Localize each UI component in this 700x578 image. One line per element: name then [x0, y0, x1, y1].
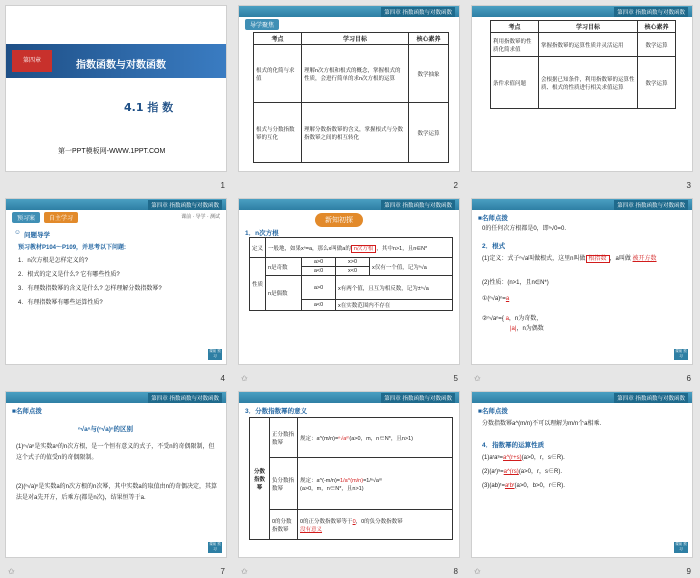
- section-tag-secondary: 自主学习: [44, 212, 78, 223]
- table-header: 考点: [491, 21, 539, 33]
- table-cell: x有两个值，且互为相反数，记为±ⁿ√a: [336, 276, 453, 300]
- row-label: 性质: [250, 258, 266, 311]
- fill-blank: 0: [352, 518, 356, 525]
- slide-topbar: [239, 392, 459, 403]
- table-header: 核心素养: [638, 21, 676, 33]
- rule-text: (2)(aʳ)ˢ=: [482, 469, 504, 475]
- animation-icon[interactable]: ✩: [8, 567, 15, 576]
- rule-text: ，0的负分数指数幂: [355, 518, 403, 525]
- section-tag: 导学聚焦: [245, 19, 279, 30]
- table-header: 学习目标: [539, 21, 638, 33]
- table-cell: 理解分数指数幂的含义，掌握根式与分数指数幂之间的相互转化: [302, 103, 409, 163]
- slide-thumb-9[interactable]: [466, 386, 699, 578]
- fill-blank: 没有意义: [300, 526, 323, 533]
- slide-topbar: [239, 199, 459, 210]
- definition-fill: n次方根: [351, 245, 377, 253]
- fill-blank: a^(r+s): [503, 455, 522, 461]
- row-label: 定义: [250, 238, 266, 258]
- table-cell: 利用指数幂的性质化简求值: [491, 33, 539, 57]
- fill-blank: 被开方数: [632, 256, 657, 262]
- slide-number: 3: [686, 181, 691, 190]
- table-cell: x在实数范围内不存在: [336, 300, 453, 311]
- property-1: [482, 295, 509, 303]
- case-odd: n是奇数: [266, 258, 302, 276]
- slide-topbar: [472, 392, 692, 403]
- property-2b: [510, 325, 544, 333]
- slide-thumb-3[interactable]: [466, 0, 699, 193]
- table-cell: a<0: [302, 300, 336, 311]
- slide-number: 6: [686, 374, 691, 383]
- question-item: 2．根式的定义是什么? 它有哪些性质?: [18, 272, 120, 278]
- table-cell: 会根据已知条件，利用指数幂的运算性质、根式的性质进行相关求值运算: [539, 57, 638, 109]
- rule-2: [482, 468, 562, 476]
- definition-text: ，a叫做: [609, 256, 631, 262]
- table-cell: 根式与分数指数幂的互化: [254, 103, 302, 163]
- table-header: 核心素养: [409, 33, 449, 45]
- slide-topbar: [472, 6, 692, 17]
- objectives-table: [490, 20, 676, 109]
- table-cell: 掌握指数幂的运算性质并灵活运用: [539, 33, 638, 57]
- slide-number: 7: [220, 567, 225, 576]
- problem-title: 问题导学: [24, 232, 50, 239]
- back-button[interactable]: 课前 预习: [675, 349, 687, 358]
- tip-heading: ■名师点拨: [12, 408, 42, 415]
- table-cell: a<0: [302, 267, 336, 276]
- slide-topbar: [6, 199, 226, 210]
- case-even: n是偶数: [266, 276, 302, 311]
- nth-root-table: [249, 237, 453, 311]
- fraction-exponent-table: [249, 417, 453, 540]
- property-2: ②ⁿ√aⁿ={ a，n为奇数，: [482, 316, 543, 322]
- slide-topbar: [472, 199, 692, 210]
- section-pill: 新知初探: [315, 213, 363, 227]
- slide-9[interactable]: [471, 391, 693, 558]
- rule-text: 0的正分数指数幂等于: [300, 518, 353, 525]
- slide-1[interactable]: [5, 5, 227, 172]
- header-right: 课前 · 导学 · 测试: [181, 214, 220, 220]
- table-cell: a>0: [302, 258, 336, 267]
- slide-8[interactable]: [238, 391, 460, 558]
- table-cell: 数学运算: [409, 103, 449, 163]
- question-item: 3．有理数指数幂的含义是什么? 怎样理解分数指数幂?: [18, 286, 162, 292]
- fill-blank: ⁿ√aᵐ: [338, 435, 350, 442]
- fill-blank: 1/a^(m/n): [340, 477, 364, 484]
- section-heading: 4．指数幂的运算性质: [482, 442, 545, 449]
- cover-footer: 第一PPT模板网-WWW.1PPT.COM: [58, 148, 166, 155]
- back-button[interactable]: 课前 预习: [209, 542, 221, 551]
- section-heading: 1．n次方根: [245, 230, 279, 237]
- slide-thumb-2[interactable]: [233, 0, 466, 193]
- definition-tail: ，其中n>1，且n∈N*: [376, 245, 428, 252]
- property-text: ，n为偶数: [516, 326, 544, 332]
- breadcrumb: 第四章 指数函数与对数函数: [381, 393, 455, 403]
- table-cell: x<0: [336, 267, 370, 276]
- cover-title: 指数函数与对数函数: [76, 60, 166, 71]
- fill-blank: a: [505, 316, 509, 322]
- definition-text: (1)定义：式子ⁿ√a叫做根式，这里n叫做: [482, 256, 586, 262]
- definition-text: 一般地，如果xⁿ=a，那么x叫做a的: [268, 245, 351, 252]
- rule-text: (1)aʳaˢ=: [482, 455, 503, 461]
- definition-line: [482, 255, 688, 263]
- tip-text: 分数指数幂a^(m/n)不可以理解为m/n个a相乘.: [482, 421, 602, 427]
- tip-title: ⁿ√aⁿ与(ⁿ√a)ⁿ的区别: [78, 426, 133, 433]
- breadcrumb: 第四章 指数函数与对数函数: [381, 7, 455, 17]
- instruction: 预习教材P104～P109，并思考以下问题:: [18, 245, 127, 251]
- fill-blank: a: [505, 296, 510, 302]
- breadcrumb: 第四章 指数函数与对数函数: [148, 200, 222, 210]
- slide-topbar: [239, 6, 459, 17]
- rule-cond: (a>0，b>0，r∈R).: [514, 483, 565, 489]
- rule-cond: (a>0，m，n∈N*，且n>1): [300, 485, 364, 492]
- slide-thumb-6[interactable]: [466, 193, 699, 386]
- slide-thumb-8[interactable]: [233, 386, 466, 578]
- row-label: 分数指数幂: [250, 418, 270, 540]
- question-item: 1．n次方根是怎样定义的?: [18, 258, 89, 264]
- table-cell: 条件求值问题: [491, 57, 539, 109]
- slide-7[interactable]: [5, 391, 227, 558]
- table-cell: 数学运算: [638, 33, 676, 57]
- tip-heading: ■名师点拨: [478, 408, 508, 415]
- section-heading: 3．分数指数幂的意义: [245, 408, 308, 415]
- row-type: 负分数指数幂: [270, 458, 298, 510]
- slide-number: 5: [453, 374, 458, 383]
- property-text: ②ⁿ√aⁿ=: [482, 316, 502, 322]
- rule-cond: (a>0，r，s∈R).: [521, 455, 565, 461]
- slide-thumb-5[interactable]: [233, 193, 466, 386]
- animation-icon[interactable]: ✩: [241, 374, 248, 383]
- fill-blank: aʳbʳ: [504, 483, 515, 489]
- table-cell: a>0: [302, 276, 336, 300]
- back-button[interactable]: 课前 预习: [675, 542, 687, 551]
- section-heading: 2．根式: [482, 243, 506, 250]
- rule-text: (3)(ab)ʳ=: [482, 483, 505, 489]
- breadcrumb: 第四章 指数函数与对数函数: [381, 200, 455, 210]
- slide-number: 9: [686, 567, 691, 576]
- animation-icon[interactable]: ✩: [241, 567, 248, 576]
- table-header: 考点: [254, 33, 302, 45]
- chapter-badge: 第四章: [12, 50, 52, 72]
- paragraph: (1)ⁿ√aⁿ是实数aⁿ的n次方根，是一个恒有意义的式子，不受n的奇偶限制，但这个式子的值受n的奇偶限制。: [16, 444, 215, 461]
- slide-number: 1: [220, 181, 225, 190]
- section-tag: 预习案: [12, 212, 40, 223]
- row-type: 0的分数指数幂: [270, 510, 298, 540]
- tip-heading: ■名师点拨: [478, 215, 508, 222]
- rule-3: [482, 482, 565, 490]
- table-cell: x>0: [336, 258, 370, 267]
- property-text: ，n为奇数，: [508, 316, 543, 322]
- slide-3[interactable]: [471, 5, 693, 172]
- slide-number: 4: [220, 374, 225, 383]
- rule-cond: (a>0，m，n∈N*，且n>1): [349, 435, 413, 442]
- table-cell: 数学抽象: [409, 45, 449, 103]
- row-type: 正分数指数幂: [270, 418, 298, 458]
- cover-subtitle: 4.1 指 数: [124, 101, 174, 114]
- slide-thumb-4[interactable]: [0, 193, 233, 386]
- slide-number: 8: [453, 567, 458, 576]
- slide-thumb-7[interactable]: [0, 386, 233, 578]
- back-button[interactable]: 课前 预习: [209, 349, 221, 358]
- question-icon: ☺: [14, 229, 21, 236]
- table-cell: 理解n次方根和根式的概念，掌握根式的性质，会进行简单的求n次方根的运算: [302, 45, 409, 103]
- table-cell: x仅有一个值，记为ⁿ√a: [370, 258, 453, 276]
- rule-text: =1/ⁿ√aᵐ: [363, 477, 383, 484]
- fill-blank: a^(rs): [503, 469, 519, 475]
- slide-number: 2: [453, 181, 458, 190]
- rule-text: 规定：a^(m/n)=: [300, 435, 339, 442]
- table-header: 学习目标: [302, 33, 409, 45]
- fill-blank: 根指数: [586, 255, 610, 263]
- slide-6[interactable]: [471, 198, 693, 365]
- objectives-table: [253, 32, 449, 163]
- animation-icon[interactable]: ✩: [474, 567, 481, 576]
- table-cell: 数学运算: [638, 57, 676, 109]
- slide-2[interactable]: [238, 5, 460, 172]
- paragraph: (2)(ⁿ√a)ⁿ是实数a的n次方根的n次幂，其中实数a的取值由n的奇偶决定，其算法是对a先开方，后乘方(都是n次)，结果恒等于a.: [16, 484, 218, 501]
- fill-blank: |a|: [510, 326, 517, 332]
- question-item: 4．有理指数幂有哪些运算性质?: [18, 300, 103, 306]
- breadcrumb: 第四章 指数函数与对数函数: [614, 393, 688, 403]
- slide-topbar: [6, 392, 226, 403]
- rule-text: 规定：a^(-m/n)=: [300, 477, 341, 484]
- slide-4[interactable]: [5, 198, 227, 365]
- table-cell: 根式的化简与求值: [254, 45, 302, 103]
- property-line: (2)性质：(n>1，且n∈N*): [482, 280, 549, 286]
- breadcrumb: 第四章 指数函数与对数函数: [614, 200, 688, 210]
- animation-icon[interactable]: ✩: [474, 374, 481, 383]
- rule-1: [482, 454, 565, 462]
- slide-thumb-1[interactable]: [0, 0, 233, 193]
- slide-5[interactable]: [238, 198, 460, 365]
- breadcrumb: 第四章 指数函数与对数函数: [148, 393, 222, 403]
- tip-text: 0的任何次方根都是0，即ⁿ√0=0.: [482, 226, 567, 232]
- rule-cond: (a>0，r，s∈R).: [518, 469, 562, 475]
- property-text: ①(ⁿ√a)ⁿ=: [482, 296, 506, 302]
- breadcrumb: 第四章 指数函数与对数函数: [614, 7, 688, 17]
